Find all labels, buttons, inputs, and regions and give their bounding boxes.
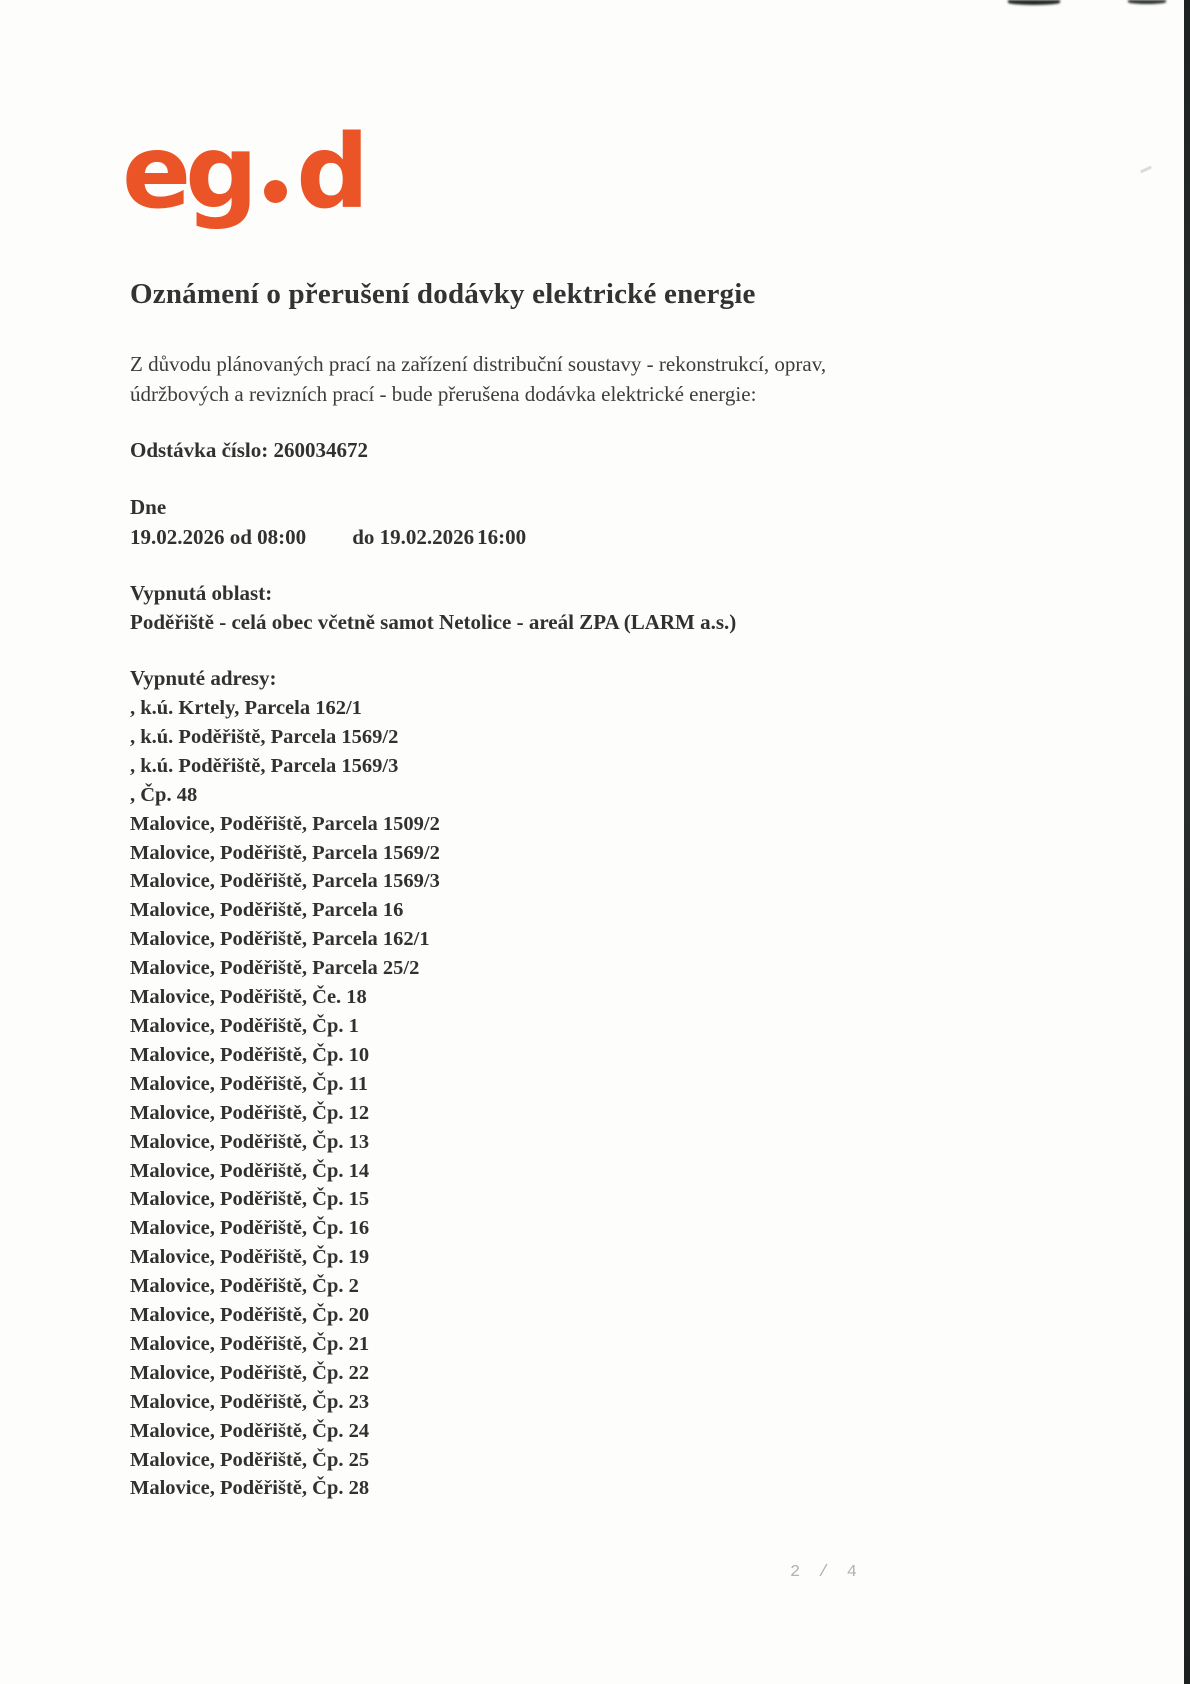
address-item: Malovice, Poděřiště, Parcela 16 [130,899,404,922]
address-item: Malovice, Poděřiště, Čp. 28 [130,1477,370,1500]
date-to: do 19.02.2026 [352,525,475,549]
address-item: , k.ú. Poděřiště, Parcela 1569/2 [130,725,399,748]
address-item: Malovice, Poděřiště, Čp. 23 [130,1390,370,1413]
outage-number-label: Odstávka číslo: [130,438,269,462]
address-item: Malovice, Poděřiště, Čp. 15 [130,1188,370,1211]
address-item: Malovice, Poděřiště, Čp. 22 [130,1361,370,1384]
intro-text: Z důvodu plánovaných prací na zařízení distribuční soustavy - rekonstrukcí, oprav, údržbových a revizních prací - bude přerušena dodávka elektrické energie: [130,352,827,406]
address-item: Malovice, Poděřiště, Čp. 14 [130,1159,370,1182]
scan-artifact-top-smudge-2 [1128,0,1166,4]
egd-logo [122,113,364,232]
scan-artifact-top-smudge [1008,0,1060,5]
date-gap-spacer [306,525,352,550]
address-item: Malovice, Poděřiště, Čp. 25 [130,1448,370,1471]
address-item: Malovice, Poděřiště, Čp. 16 [130,1217,370,1240]
addresses-label: Vypnuté adresy: [130,666,277,690]
logo-text-d: d [296,113,364,232]
date-range [130,525,526,550]
address-item: Malovice, Poděřiště, Parcela 1509/2 [130,812,440,835]
outage-number-value: 260034672 [273,438,369,462]
address-item: Malovice, Poděřiště, Čp. 2 [130,1275,359,1298]
page-number: 2 / 4 [790,1563,862,1582]
date-label: Dne [130,495,167,519]
address-item: Malovice, Poděřiště, Čp. 12 [130,1101,370,1124]
area-value: Poděřiště - celá obec včetně samot Netolice - areál ZPA (LARM a.s.) [130,610,737,634]
address-item: Malovice, Poděřiště, Čp. 24 [130,1419,370,1442]
address-item: , k.ú. Krtely, Parcela 162/1 [130,697,362,719]
logo-text-eg: eg [122,113,253,232]
address-item: Malovice, Poděřiště, Parcela 25/2 [130,957,420,980]
area-label: Vypnutá oblast: [130,581,273,605]
outage-number-line [130,438,368,463]
addresses-list [130,694,440,1503]
address-item: Malovice, Poděřiště, Parcela 162/1 [130,928,430,951]
address-item: Malovice, Poděřiště, Če. 18 [130,986,367,1009]
address-item: Malovice, Poděřiště, Čp. 1 [130,1014,359,1037]
address-item: Malovice, Poděřiště, Čp. 10 [130,1043,370,1066]
scan-artifact-speck [1140,166,1152,174]
address-item: , k.ú. Poděřiště, Parcela 1569/3 [130,754,399,777]
address-item: Malovice, Poděřiště, Čp. 19 [130,1246,370,1269]
address-item: Malovice, Poděřiště, Parcela 1569/3 [130,870,440,893]
address-item: , Čp. 48 [130,783,198,806]
address-item: Malovice, Poděřiště, Čp. 11 [130,1072,368,1095]
address-item: Malovice, Poděřiště, Parcela 1569/2 [130,841,440,864]
page-title: Oznámení o přerušení dodávky elektrické energie [130,278,756,310]
address-item: Malovice, Poděřiště, Čp. 21 [130,1332,370,1355]
address-item: Malovice, Poděřiště, Čp. 13 [130,1130,370,1153]
scan-artifact-right-edge [1184,0,1190,1684]
date-to-time: 16:00 [477,525,527,549]
date-from: 19.02.2026 od 08:00 [130,525,307,549]
logo-dot-icon [264,180,287,203]
address-item: Malovice, Poděřiště, Čp. 20 [130,1304,370,1327]
